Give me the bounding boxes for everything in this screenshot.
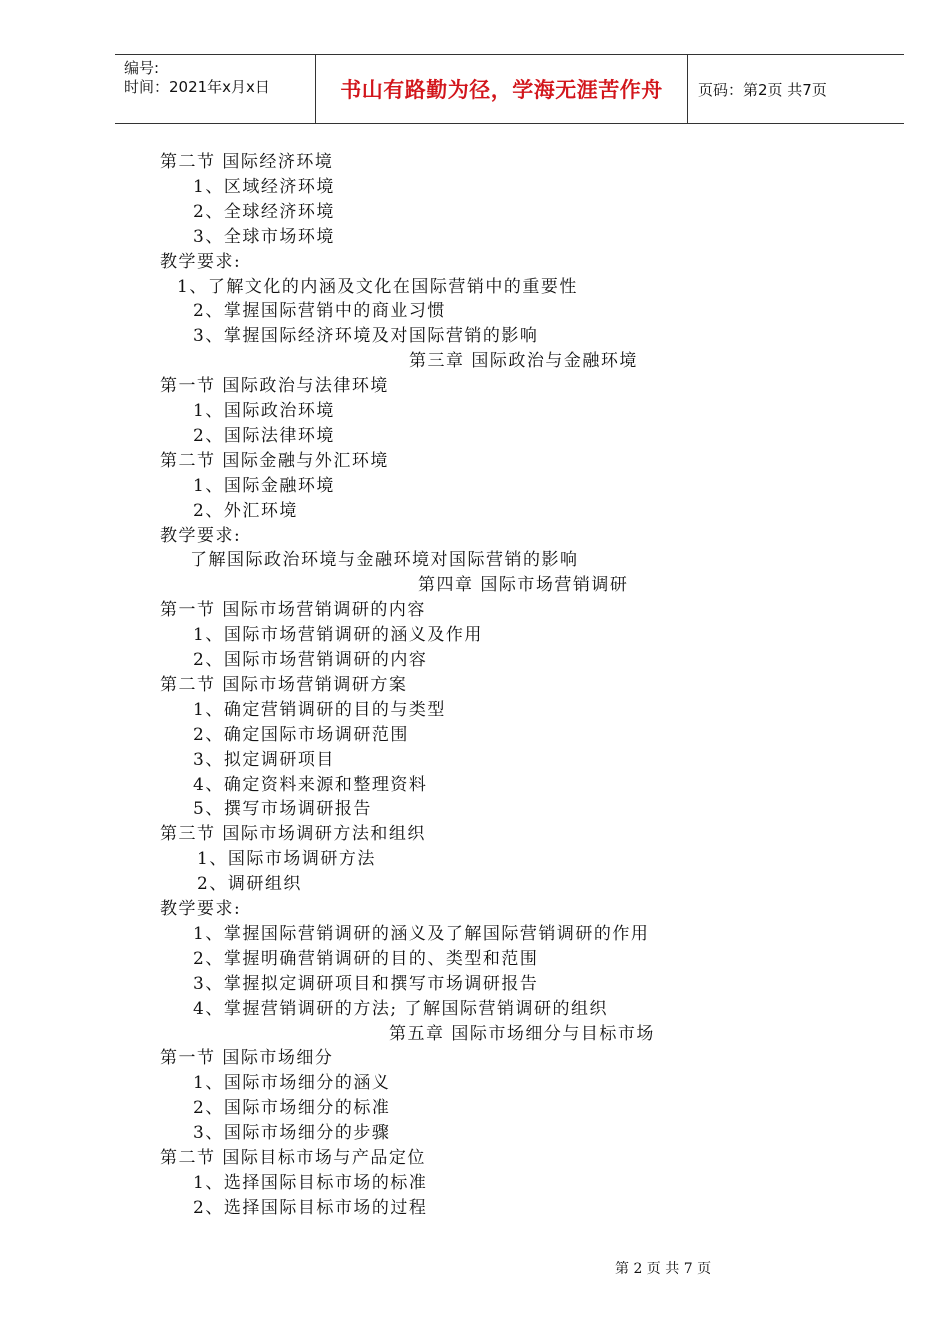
text-line: 1、国际市场营销调研的涵义及作用 <box>193 625 483 646</box>
text-line: 教学要求: <box>160 525 242 546</box>
text-line: 了解国际政治环境与金融环境对国际营销的影响 <box>190 550 579 571</box>
page-header <box>115 54 904 124</box>
text-line: 2、掌握明确营销调研的目的、类型和范围 <box>193 948 539 969</box>
date-label: 时间：2021年x月x日 <box>124 78 270 96</box>
header-page-cell <box>688 55 904 123</box>
text-line: 教学要求: <box>160 251 242 272</box>
text-line: 2、国际市场营销调研的内容 <box>193 650 428 670</box>
text-line: 1、掌握国际营销调研的涵义及了解国际营销调研的作用 <box>193 923 650 944</box>
text-line: 第二节 国际经济环境 <box>160 152 334 172</box>
text-line: 1、国际市场调研方法 <box>197 849 376 870</box>
text-line: 5、撰写市场调研报告 <box>193 799 372 820</box>
text-line: 2、选择国际目标市场的过程 <box>193 1197 428 1218</box>
text-line: 1、了解文化的内涵及文化在国际营销中的重要性 <box>177 276 578 297</box>
page-footer: 第 2 页 共 7 页 <box>615 1261 712 1277</box>
text-line: 3、国际市场细分的步骤 <box>193 1123 391 1144</box>
text-line: 第一节 国际政治与法律环境 <box>160 376 389 397</box>
header-meta <box>115 55 315 123</box>
text-line: 第一节 国际市场营销调研的内容 <box>160 600 426 621</box>
text-line: 1、确定营销调研的目的与类型 <box>193 699 446 720</box>
text-line: 第一节 国际市场细分 <box>160 1048 334 1069</box>
header-page-number: 页码：第2页 共7页 <box>698 80 827 99</box>
serial-number-label: 编号: <box>124 59 160 77</box>
text-line: 3、掌握国际经济环境及对国际营销的影响 <box>193 326 539 347</box>
text-line: 2、全球经济环境 <box>193 201 335 222</box>
text-line: 第四章 国际市场营销调研 <box>418 575 629 596</box>
text-line: 1、国际市场细分的涵义 <box>193 1073 391 1094</box>
text-line: 1、国际政治环境 <box>193 401 335 421</box>
text-line: 第三章 国际政治与金融环境 <box>409 351 638 372</box>
text-line: 4、掌握营销调研的方法; 了解国际营销调研的组织 <box>193 998 608 1019</box>
text-line: 1、选择国际目标市场的标准 <box>193 1172 428 1193</box>
text-line: 1、国际金融环境 <box>193 475 335 496</box>
text-line: 第三节 国际市场调研方法和组织 <box>160 824 426 845</box>
text-line: 3、全球市场环境 <box>193 226 335 247</box>
text-line: 3、拟定调研项目 <box>193 749 335 770</box>
text-line: 2、国际市场细分的标准 <box>193 1098 391 1119</box>
text-line: 2、掌握国际营销中的商业习惯 <box>193 301 446 322</box>
text-line: 教学要求: <box>160 899 242 919</box>
text-line: 4、确定资料来源和整理资料 <box>193 774 428 795</box>
text-line: 3、掌握拟定调研项目和撰写市场调研报告 <box>193 973 539 994</box>
text-line: 第五章 国际市场细分与目标市场 <box>389 1023 655 1044</box>
text-line: 2、确定国际市场调研范围 <box>193 724 409 745</box>
text-line: 第二节 国际市场营销调研方案 <box>160 674 408 695</box>
text-line: 2、外汇环境 <box>193 500 298 521</box>
text-line: 2、调研组织 <box>197 874 302 895</box>
text-line: 2、国际法律环境 <box>193 425 335 446</box>
header-motto-cell <box>315 55 688 123</box>
text-line: 第二节 国际金融与外汇环境 <box>160 450 389 471</box>
text-line: 1、区域经济环境 <box>193 176 335 197</box>
text-line: 第二节 国际目标市场与产品定位 <box>160 1148 426 1168</box>
header-motto: 书山有路勤为径，学海无涯苦作舟 <box>340 78 663 102</box>
